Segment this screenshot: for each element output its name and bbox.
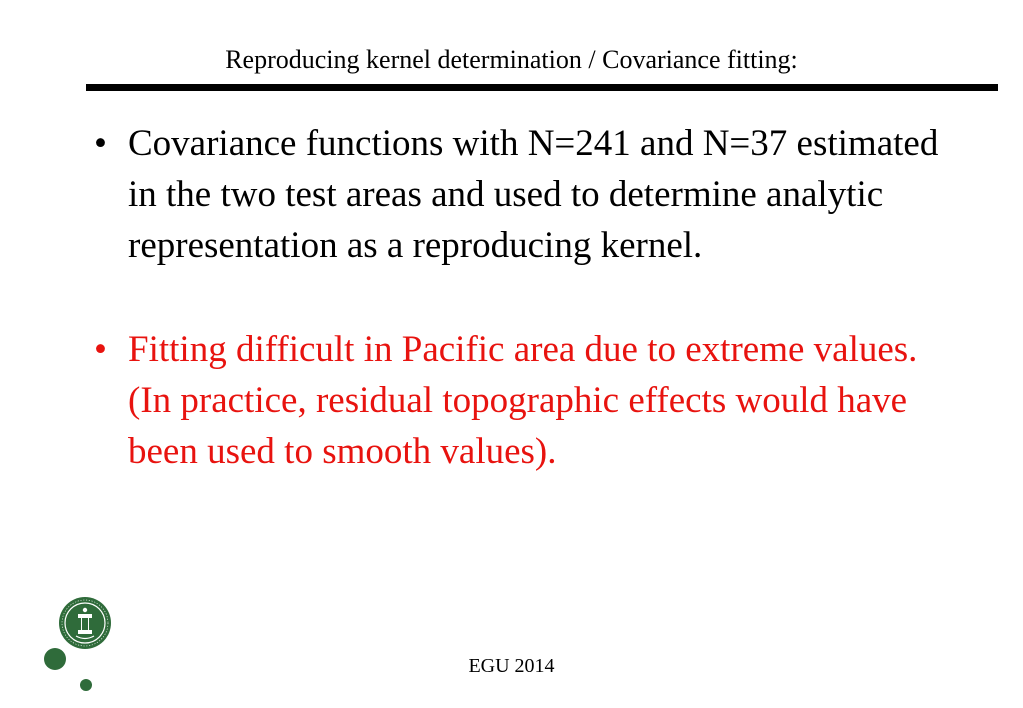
bullet-item-covariance [88,118,968,271]
bullet-list [88,118,968,477]
bullet-text: Fitting difficult in Pacific area due to extreme values. (In practice, residual topographic effects would have been used to smooth values). [128,329,918,472]
title-divider [86,84,998,91]
bullet-item-fitting [88,324,968,477]
bullet-text: Covariance functions with N=241 and N=37 estimated in the two test areas and used to determine analytic representation as a reproducing kernel. [128,123,939,266]
bullet-marker: • [94,329,107,370]
bullet-marker: • [94,123,107,164]
decorative-dot-small [80,679,92,691]
slide-footer: EGU 2014 [468,655,555,677]
slide-title: Reproducing kernel determination / Covariance fitting: [225,45,798,74]
university-seal-icon [58,596,112,650]
